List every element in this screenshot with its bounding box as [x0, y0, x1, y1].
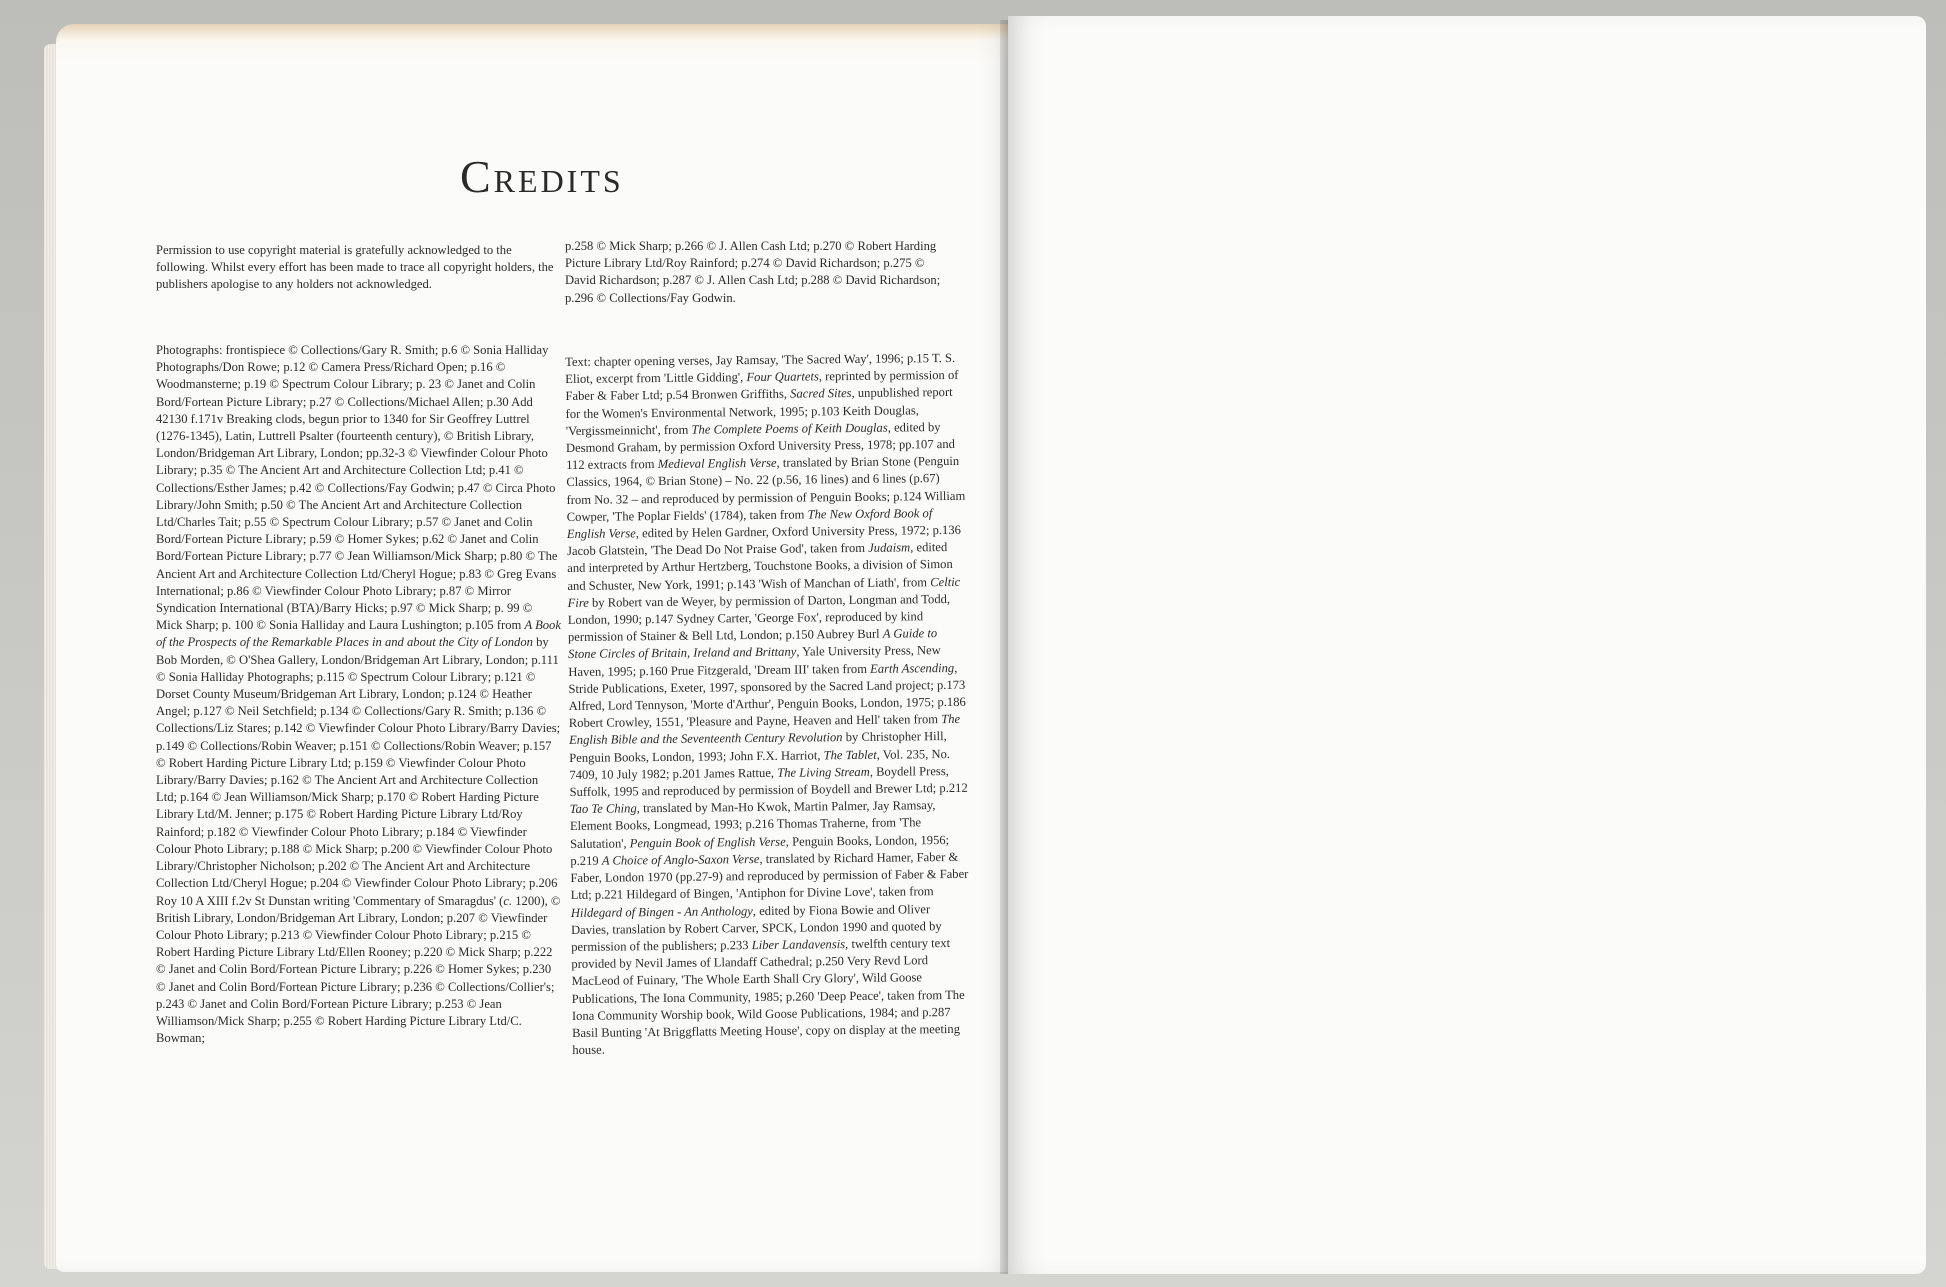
left-page — [56, 24, 1011, 1272]
text-credit-segment: Text: chapter opening verses, Jay Ramsay, 'The Sacred Way', 1996; p.15 T. S. Eliot, excerpt from 'Little Gidding', — [565, 350, 956, 387]
photographs-text-1: Photographs: frontispiece © Collections/Gary R. Smith; p.6 © Sonia Halliday Photographs/Don Rowe; p.12 © Camera Press/Richard Open; p.16 © Woodmansterne; p.19 © Spectrum Colour Library; p. 23 © Janet and Colin Bord/Fortean Picture Library; p.27 © Collections/Michael Allen; p.30 Add 42130 f.171v Breaking clods, begun prior to 1340 for Sir Geoffrey Luttrel (1276-1345), Latin, Luttrell Psalter (fourteenth century), © British Library, London/Bridgeman Art Library, London; pp.32-3 © Viewfinder Colour Photo Library; p.35 © The Ancient Art and Architecture Collection Ltd; p.41 © Collections/Esther James; p.42 © Collections/Fay Godwin; p.47 © Circa Photo Library/John Smith; p.50 © The Ancient Art and Architecture Collection Ltd/Charles Tait; p.55 © Spectrum Colour Library; p.57 © Janet and Colin Bord/Fortean Picture Library; p.59 © Homer Sykes; p.62 © Janet and Colin Bord/Fortean Picture Library; p.77 © Jean Williamson/Mick Sharp; p.80 © The Ancient Art and Architecture Collection Ltd/Cheryl Hogue; p.83 © Greg Evans International; p.86 © Viewfinder Colour Photo Library; p.87 © Mirror Syndication International (BTA)/Barry Hicks; p.97 © Mick Sharp; p. 99 © Mick Sharp; p. 100 © Sonia Halliday and Laura Lushington; p.105 from — [156, 343, 558, 633]
text-credit-segment: , Vol. 235, No. 7409, 10 July 1982; p.201 James Rattue, — [569, 746, 951, 782]
page-stain — [56, 24, 1011, 64]
text-credit-title: Four Quartets — [746, 369, 819, 385]
text-credit-title: Medieval English Verse — [657, 456, 777, 472]
text-credit-segment: , Penguin Books, London, 1956; p.219 — [570, 832, 950, 868]
text-credit-segment: , edited by Fiona Bowie and Oliver Davies, translation by Robert Carver, SPCK, London 1990 and quoted by permission of the publishers; p.233 — [570, 901, 942, 954]
text-credits-paragraph — [565, 350, 972, 1059]
intro-paragraph — [156, 242, 558, 294]
right-page-blank — [1008, 16, 1926, 1274]
text-credit-segment: , Stride Publications, Exeter, 1997, sponsored by the Sacred Land project; p.173 Alfred, Lord Tennyson, 'Morte d'Arthur', Penguin Books, London, 1975; p.186 Robert Crowley, 1551, 'Pleasure and Payne, Heaven and Hell' taken from — [568, 660, 966, 731]
text-credit-title: The Tablet — [823, 747, 877, 762]
photographs-credits-continued — [565, 238, 950, 307]
text-credit-segment: , reprinted by permission of Faber & Faber Ltd; p.54 Bronwen Griffiths, — [565, 368, 959, 404]
text-credit-segment: , edited and interpreted by Arthur Hertzberg, Touchstone Books, a division of Simon and Schuster, New York, 1991; p.143 'Wish of Manchan of Liath', from — [567, 540, 953, 593]
text-credit-segment: , translated by Man-Ho Kwok, Martin Palmer, Jay Ramsay, Element Books, Longmead, 1993; p.216 Thomas Traherne, from 'The Salutation', — [569, 798, 936, 851]
text-credit-title: Judaism — [868, 540, 911, 556]
text-credit-title: The Complete Poems of Keith Douglas — [691, 420, 888, 437]
text-credit-segment: , Boydell Press, Suffolk, 1995 and reproduced by permission of Boydell and Brewer Ltd; p.212 — [569, 763, 968, 800]
photographs-italic-2: c. — [503, 893, 513, 908]
text-credit-segment: by Christopher Hill, Penguin Books, London, 1993; John F.X. Harriot, — [569, 729, 947, 765]
text-credit-title: The New Oxford Book of English Verse — [566, 505, 933, 542]
photographs-credits — [156, 342, 561, 1047]
text-credit-title: Hildegard of Bingen - An Anthology — [570, 903, 753, 920]
photographs-cont-text: p.258 © Mick Sharp; p.266 © J. Allen Cash Ltd; p.270 © Robert Harding Picture Library Ltd/Roy Rainford; p.274 © David Richardson; p.275 © David Richardson; p.287 © J. Allen Cash Ltd; p.288 © David Richardson; p.296 © Collections/Fay Godwin. — [565, 239, 941, 305]
text-credit-title: Liber Landavensis — [751, 937, 846, 952]
open-book — [44, 14, 1926, 1276]
photographs-text-3: 1200), © British Library, London/Bridgeman Art Library, London; p.207 © Viewfinder Colour Photo Library; p.213 © Viewfinder Colour Photo Library; p.215 © Robert Harding Picture Library Ltd/Ellen Rooney; p.220 © Mick Sharp; p.222 © Janet and Colin Bord/Fortean Picture Library; p.226 © Homer Sykes; p.230 © Janet and Colin Bord/Fortean Picture Library; p.236 © Collections/Collier's; p.243 © Janet and Colin Bord/Fortean Picture Library; p.253 © Jean Williamson/Mick Sharp; p.255 © Robert Harding Picture Library Ltd/C. Bowman; — [156, 893, 561, 1046]
text-credit-segment: , translated by Richard Hamer, Faber & Faber, London 1970 (pp.27-9) and reproduced by permission of Faber & Faber Ltd; p.221 Hildegard of Bingen, 'Antiphon for Divine Love', taken from — [570, 849, 969, 903]
text-credit-title: Penguin Book of English Verse — [629, 834, 786, 851]
text-credit-segment: , unpublished report for the Women's Environmental Network, 1995; p.103 Keith Douglas, 'Vergissmeinnicht', from — [565, 385, 953, 438]
photographs-text-2: by Bob Morden, © O'Shea Gallery, London/Bridgeman Art Library, London; p.111 © Sonia Halliday Photographs; p.115 © Spectrum Colour Library; p.121 © Dorset County Museum/Bridgeman Art Library, London; p.124 © Heather Angel; p.127 © Neil Setchfield; p.134 © Collections/Gary R. Smith; p.136 © Collections/Liz Stares; p.142 © Viewfinder Colour Photo Library/Barry Davies; p.149 © Collections/Robin Weaver; p.151 © Collections/Robin Weaver; p.157 © Robert Harding Picture Library Ltd; p.159 © Viewfinder Colour Photo Library/Barry Davies; p.162 © The Ancient Art and Architecture Collection Ltd; p.164 © Jean Williamson/Mick Sharp; p.170 © Robert Harding Picture Library Ltd/M. Jenner; p.175 © Robert Harding Picture Library Ltd/Roy Rainford; p.182 © Viewfinder Colour Photo Library; p.184 © Viewfinder Colour Photo Library; p.188 © Mick Sharp; p.200 © Viewfinder Colour Photo Library/Christopher Nicholson; p.202 © The Ancient Art and Architecture Collection Ltd/Cheryl Hogue; p.204 © Viewfinder Colour Photo Library; p.206 Roy 10 A XIII f.2v St Dunstan writing 'Commentary of Smaragdus' ( — [156, 635, 561, 908]
text-credit-title: Tao Te Ching — [569, 801, 637, 817]
text-credit-title: Celtic Fire — [567, 574, 961, 610]
text-credit-title: A Guide to Stone Circles of Britain, Ireland and Brittany — [568, 626, 938, 662]
text-credit-segment: by Robert van de Weyer, by permission of Darton, Longman and Todd, London, 1990; p.147 Sydney Carter, 'George Fox', reproduced by kind permission of Stainer & Bell Ltd, London; p.150 Aubrey Burl — [567, 591, 951, 645]
text-credit-segment: , twelfth century text provided by Nevil James of Llandaff Cathedral; p.250 Very Revd Lord MacLeod of Fuinary, 'The Whole Earth Shall Cry Glory', Wild Goose Publications, The Iona Community, 1985; p.260 'Deep Peace', taken from The Iona Community Worship book, Wild Goose Publications, 1984; and p.287 Basil Bunting 'At Briggflatts Meeting House', copy on display at the meeting house. — [571, 935, 965, 1058]
text-credits — [565, 350, 972, 1059]
text-credit-segment: , Yale University Press, New Haven, 1995; p.160 Prue Fitzgerald, 'Dream III' taken from — [568, 643, 941, 679]
text-credit-segment: , edited by Desmond Graham, by permission Oxford University Press, 1978; pp.107 and 112 extracts from — [565, 419, 956, 473]
text-credit-segment: , translated by Brian Stone (Penguin Classics, 1964, © Brian Stone) – No. 22 (p.56, 16 lines) and 6 lines (p.67) from No. 32 – and reproduced by permission of Penguin Books; p.124 William Cowper, 'The Poplar Fields' (1784), taken from — [566, 454, 966, 524]
text-credit-segment: , edited by Helen Gardner, Oxford University Press, 1972; p.136 Jacob Glatstein, 'The Dead Do Not Praise God', taken from — [566, 522, 961, 559]
text-credit-title: The English Bible and the Seventeenth Century Revolution — [568, 712, 961, 748]
text-credit-title: Earth Ascending — [870, 660, 955, 676]
intro-text: Permission to use copyright material is gratefully acknowledged to the following. Whilst every effort has been made to trace all copyright holders, the publishers apologise to any holders not acknowledged. — [156, 243, 554, 292]
photographs-paragraph — [156, 342, 561, 1047]
photographs-italic-1: A Book of the Prospects of the Remarkable Places in and about the City of London — [156, 618, 561, 650]
text-credit-title: The Living Stream — [777, 764, 870, 780]
text-credit-title: Sacred Sites — [790, 386, 852, 402]
text-credit-title: A Choice of Anglo-Saxon Verse — [601, 851, 760, 868]
page-title: Credits — [460, 151, 624, 202]
